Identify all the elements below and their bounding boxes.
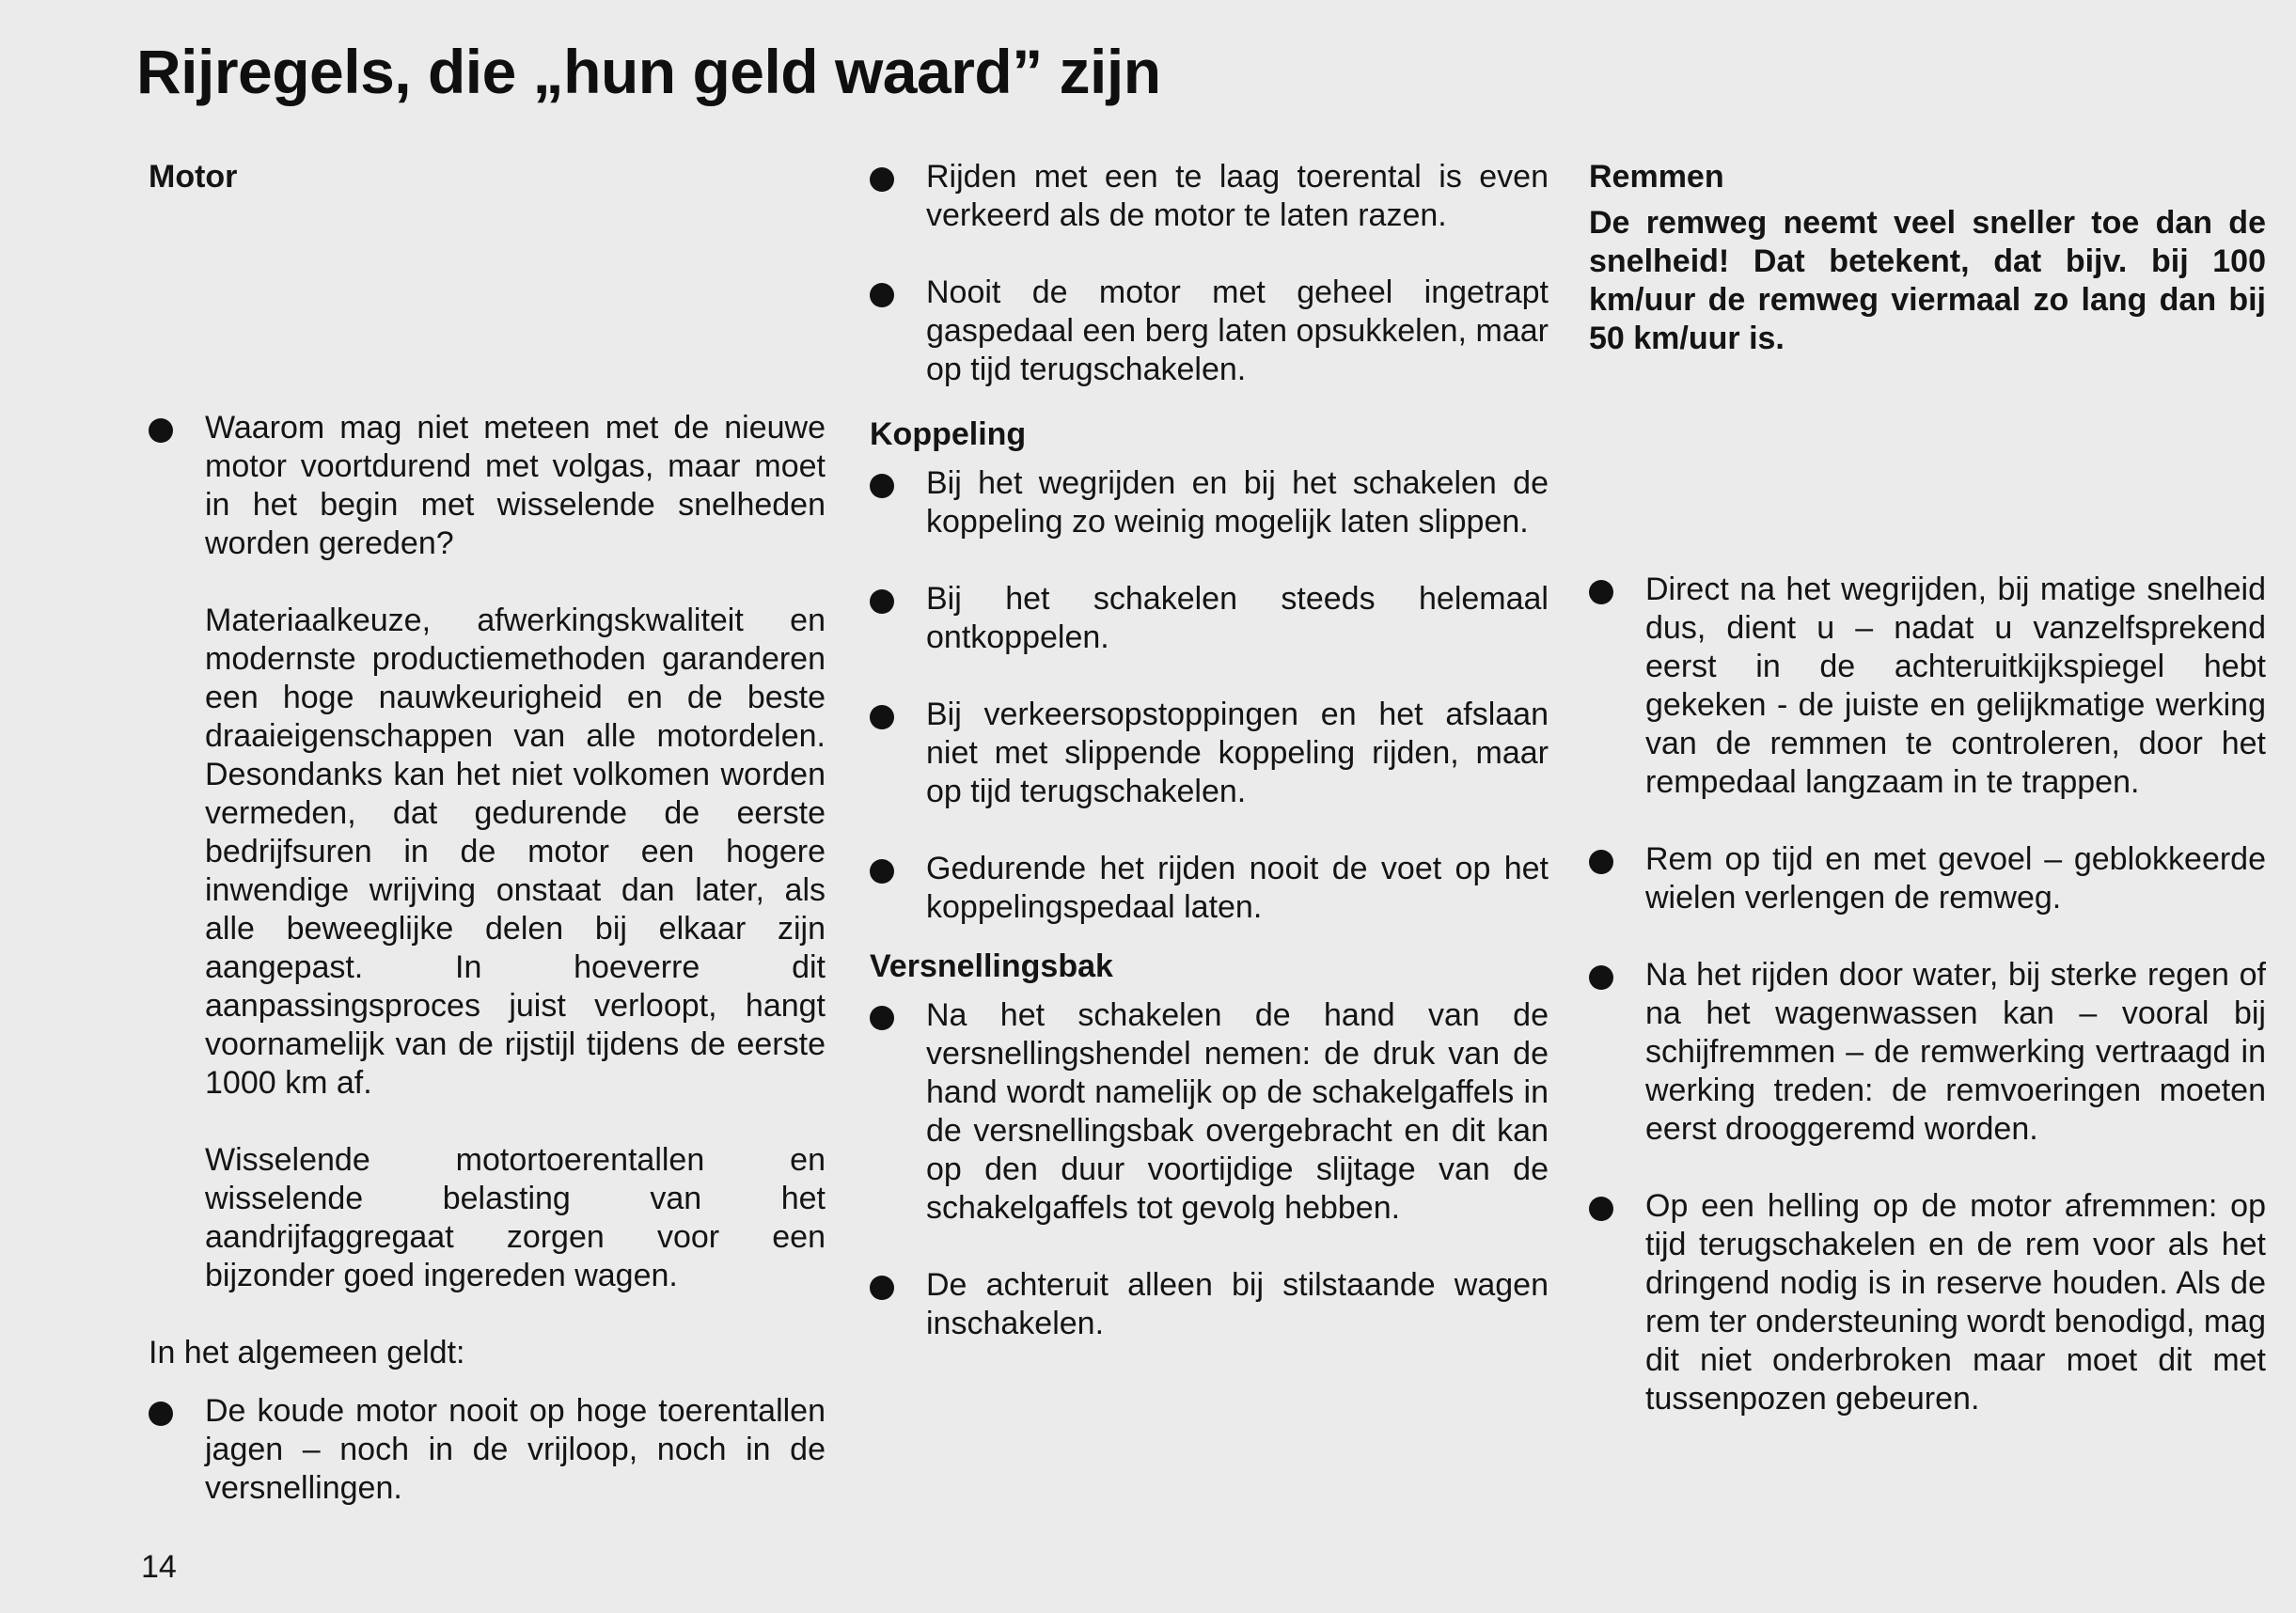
section-heading-koppeling: Koppeling	[870, 416, 1027, 452]
bullet-item: Bij het wegrijden en bij het schakelen de koppeling zo weinig mogelijk laten slippen.	[870, 464, 1549, 541]
paragraph: Materiaalkeuze, afwerkingskwaliteit en modernste productiemethoden garanderen een hoge nauwkeurigheid en de beste draaieigenschappen van alle motordelen. Desondanks kan het niet volkomen worden vermeden, dat gedurende de eerste bedrijfsuren in de motor een hogere inwendige wrijving onstaat dan later, als alle beweeglijke delen bij elkaar zijn aangepast. In hoeverre dit aanpassingsproces juist verloopt, hangt voornamelijk van de rijstijl tijdens de eerste 1000 km af.	[205, 603, 826, 1101]
bullet-item: De koude motor nooit op hoge toerentallen jagen – noch in de vrijloop, noch in de versnellingen.	[149, 1392, 826, 1508]
bullet-item: Gedurende het rijden nooit de voet op het koppelingspedaal laten.	[870, 850, 1549, 927]
bullet-item: Rem op tijd en met gevoel – geblokkeerde wielen verlengen de remweg.	[1589, 840, 2266, 917]
page-title: Rijregels, die „hun geld waard” zijn	[136, 37, 1161, 106]
bullet-item: Nooit de motor met geheel ingetrapt gaspedaal een berg laten opsukkelen, maar op tijd terugschakelen.	[870, 274, 1549, 389]
paragraph: Wisselende motortoerentallen en wisselende belasting van het aandrijfaggregaat zorgen voor een bijzonder goed ingereden wagen.	[205, 1142, 826, 1293]
bullet-item: Waarom mag niet meteen met de nieuwe motor voortdurend met volgas, maar moet in het begin met wisselende snelheden worden gereden?	[149, 409, 826, 563]
column-remmen	[1589, 158, 2266, 1418]
section-heading-motor: Motor	[149, 159, 238, 195]
page-number: 14	[141, 1549, 177, 1585]
column-koppeling	[870, 158, 1549, 1343]
paragraph-general: In het algemeen geldt:	[149, 1335, 465, 1370]
bullet-item: Op een helling op de motor afremmen: op tijd terugschakelen en de rem voor als het dringend nodig is in reserve houden. Als de rem ter ondersteuning wordt benodigd, mag dit niet onderbroken maar moet dit met tussenpozen gebeuren.	[1589, 1187, 2266, 1418]
bullet-item: Na het schakelen de hand van de versnellingshendel nemen: de druk van de hand wordt namelijk op de schakelgaffels in de versnellingsbak overgebracht en dit kan op den duur voortijdige slijtage van de schakelgaffels tot gevolg hebben.	[870, 996, 1549, 1228]
bold-notice: De remweg neemt veel sneller toe dan de snelheid! Dat betekent, dat bijv. bij 100 km/uur de remweg viermaal zo lang dan bij 50 km/uur is.	[1589, 205, 2266, 356]
bullet-item: Na het rijden door water, bij sterke regen of na het wagenwassen kan – vooral bij schijfremmen – de remwerking vertraagd in werking treden: de remvoeringen moeten eerst drooggeremd worden.	[1589, 956, 2266, 1149]
section-heading-remmen: Remmen	[1589, 159, 1724, 195]
bullet-item: De achteruit alleen bij stilstaande wagen inschakelen.	[870, 1266, 1549, 1343]
section-heading-versnellingsbak: Versnellingsbak	[870, 948, 1113, 984]
bullet-item: Bij verkeersopstoppingen en het afslaan niet met slippende koppeling rijden, maar op tijd terugschakelen.	[870, 696, 1549, 811]
column-motor	[149, 158, 826, 1508]
bullet-item: Rijden met een te laag toerental is even verkeerd als de motor te laten razen.	[870, 158, 1549, 235]
bullet-item: Direct na het wegrijden, bij matige snelheid dus, dient u – nadat u vanzelfsprekend eerst in de achteruitkijkspiegel hebt gekeken - de juiste en gelijkmatige werking van de remmen te controleren, door het rempedaal langzaam in te trappen.	[1589, 571, 2266, 802]
bullet-item: Bij het schakelen steeds helemaal ontkoppelen.	[870, 580, 1549, 657]
